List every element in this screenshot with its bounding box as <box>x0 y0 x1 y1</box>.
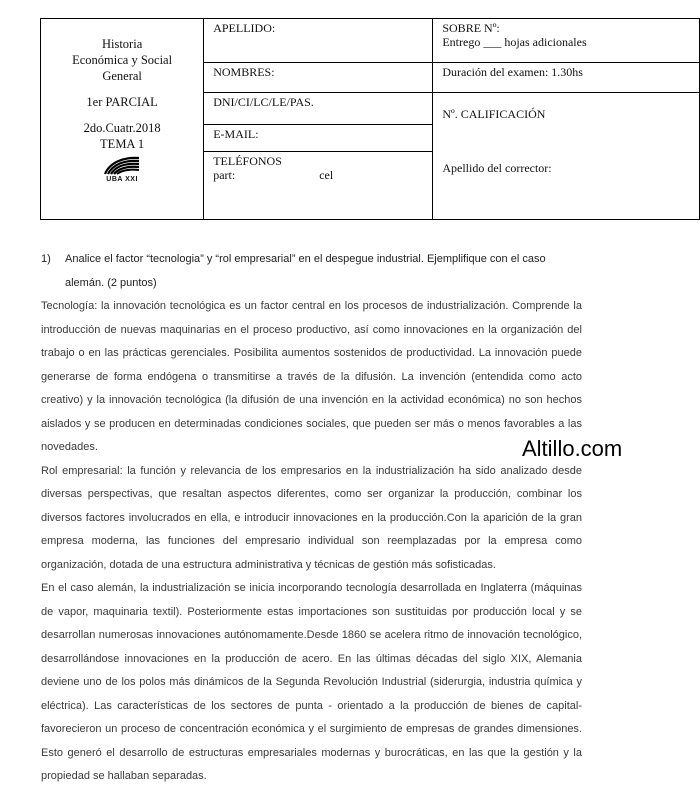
question-number: 1) <box>41 253 51 265</box>
apellido-label: APELLIDO: <box>213 21 276 35</box>
sobre-label: SOBRE Nº: <box>442 21 500 35</box>
question-text: Analice el factor “tecnologia” y “rol empresarial” en el despegue industrial. Ejemplifique con el caso alemán. (2 puntos) <box>65 253 546 289</box>
course-name-line-2: Económica y Social <box>72 53 173 67</box>
nombres-label: NOMBRES: <box>213 65 275 79</box>
corrector-label: Apellido del corrector: <box>442 161 552 175</box>
exam-header-table <box>40 18 700 220</box>
entrego-label: Entrego ___ hojas adicionales <box>442 35 587 49</box>
course-name-line-1: Historia <box>101 37 143 51</box>
part-label: part: <box>213 168 236 182</box>
answer-paragraph-caso-aleman: En el caso alemán, la industrialización se inicia incorporando tecnología desarrollada en Inglaterra (máquinas de vapor, maquinaria textil). Posteriormente estas importaciones son sustituidas por producción local y se desarrollan numerosas innovaciones autónomamente.Desde 1860 se acelera ritmo de innovación tecnológico, desarrollándose innovaciones en la producción de acero. En las últimas décadas del siglo XIX, Alemania deviene uno de los polos más dinámicos de la Segunda Revolución Industrial (siderurgia, industria química y eléctrica). Las características de los sectores de punta - orientado a la producción de bienes de capital- favorecieron un proceso de concentración económica y el surgimiento de empresas de grandes dimensiones. Esto generó el desarrollo de estructuras empresariales modernas y burocráticas, en las que la gestión y la propiedad se hallaban separadas. <box>41 582 582 782</box>
question-1 <box>41 248 582 295</box>
cel-label: cel <box>319 168 334 182</box>
answer-paragraph-tecnologia: Tecnología: la innovación tecnológica es un factor central en los procesos de industrialización. Comprende la introducción de nuevas maquinarias en el proceso productivo, así como innovaciones en la organización del trabajo o en las prácticas gerenciales. Posibilita aumentos sostenidos de productividad. La innovación puede generarse de forma endógena o transmitirse a través de la difusión. La invención (entendida como acto creativo) y la innovación tecnológica (la difusión de una invención en la actividad económica) no son hechos aislados y se producen en determinadas condiciones sociales, que pueden ser más o menos favorables a las novedades. <box>41 300 582 453</box>
course-info-cell <box>41 19 204 220</box>
calificacion-label: Nº. CALIFICACIÓN <box>442 107 546 121</box>
duracion-cell <box>433 63 700 93</box>
email-cell <box>204 125 433 152</box>
telefonos-cell <box>204 152 433 220</box>
exam-term: 2do.Cuatr.2018 <box>83 121 161 135</box>
course-name-line-3: General <box>102 69 142 83</box>
email-label: E-MAIL: <box>213 127 259 141</box>
altillo-watermark: Altillo.com <box>522 436 623 461</box>
answer-body <box>41 248 582 789</box>
uba-xxi-logo-icon <box>102 154 142 176</box>
apellido-cell <box>204 19 433 63</box>
telefonos-label: TELÉFONOS <box>213 154 282 168</box>
dni-cell <box>204 93 433 125</box>
dni-label: DNI/CI/LC/LE/PAS. <box>213 95 314 109</box>
answer-paragraph-rol-empresarial: Rol empresarial: la función y relevancia de los empresarios en la industrialización ha sido analizado desde diversas perspectivas, que resaltan aspectos diferentes, como ser organizar la producción, combinar los diversos factores involucrados en ella, e introducir innovaciones en la producción.Con la aparición de la gran empresa moderna, las funciones del empresario individual son reemplazadas por la empresa como organización, dotada de una estructura administrativa y técnicas de gestión más sofisticadas. <box>41 464 582 571</box>
duracion-label: Duración del examen: 1.30hs <box>442 65 583 79</box>
nombres-cell <box>204 63 433 93</box>
exam-name: 1er PARCIAL <box>86 95 158 109</box>
exam-topic: TEMA 1 <box>100 137 145 151</box>
calificacion-cell <box>433 93 700 220</box>
sobre-cell <box>433 19 700 63</box>
logo-label: UBA XXI <box>106 176 138 183</box>
